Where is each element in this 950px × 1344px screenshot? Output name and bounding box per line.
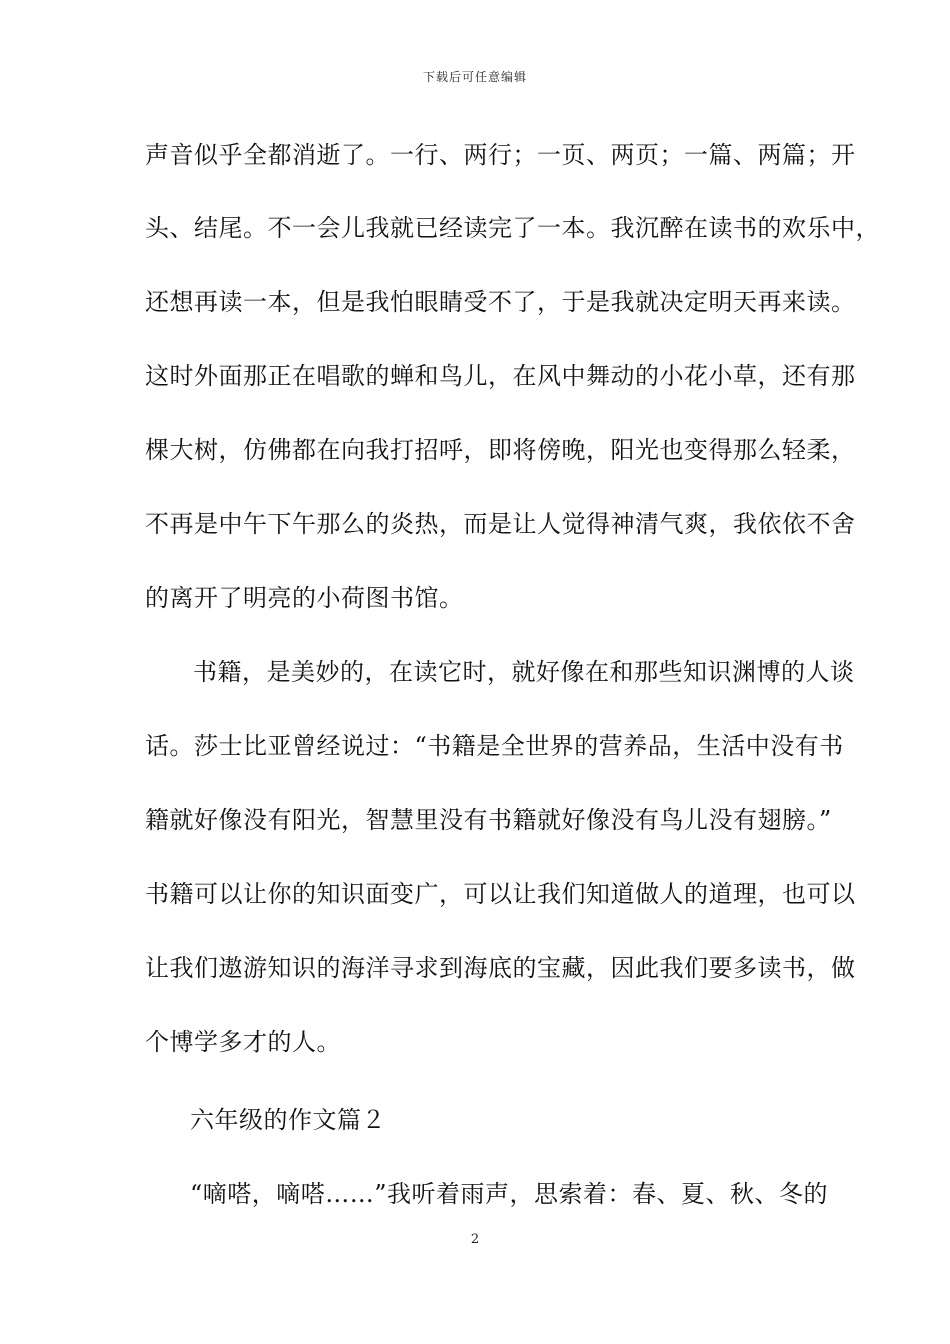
- text-line: 还想再读一本，但是我怕眼睛受不了，于是我就决定明天再来读。: [145, 288, 856, 316]
- text-line: 这时外面那正在唱歌的蝉和鸟儿，在风中舞动的小花小草，还有那: [145, 362, 856, 390]
- section-heading: 六年级的作文篇２: [190, 1106, 386, 1134]
- paragraph-start-line: 书籍，是美妙的，在读它时，就好像在和那些知识渊博的人谈: [193, 658, 855, 686]
- text-line: 棵大树，仿佛都在向我打招呼，即将傍晚，阳光也变得那么轻柔，: [145, 436, 856, 464]
- paragraph-start-line: “嘀嗒，嘀嗒……”我听着雨声，思索着：春、夏、秋、冬的: [190, 1180, 829, 1208]
- page-header: 下载后可任意编辑: [422, 70, 527, 84]
- text-line: 头、结尾。不一会儿我就已经读完了一本。我沉醉在读书的欢乐中，: [145, 214, 880, 242]
- text-line: 让我们遨游知识的海洋寻求到海底的宝藏，因此我们要多读书，做: [145, 954, 856, 982]
- page-number: 2: [470, 1232, 480, 1247]
- text-line: 个博学多才的人。: [145, 1028, 341, 1056]
- text-line: 的离开了明亮的小荷图书馆。: [145, 584, 464, 612]
- text-line: 话。莎士比亚曾经说过：“书籍是全世界的营养品，生活中没有书: [145, 732, 844, 760]
- text-line: 声音似乎全都消逝了。一行、两行；一页、两页；一篇、两篇；开: [145, 141, 856, 169]
- text-line: 书籍可以让你的知识面变广，可以让我们知道做人的道理，也可以: [145, 880, 856, 908]
- text-line: 籍就好像没有阳光，智慧里没有书籍就好像没有鸟儿没有翅膀。”: [145, 806, 832, 834]
- text-line: 不再是中午下午那么的炎热，而是让人觉得神清气爽，我依依不舍: [145, 510, 856, 538]
